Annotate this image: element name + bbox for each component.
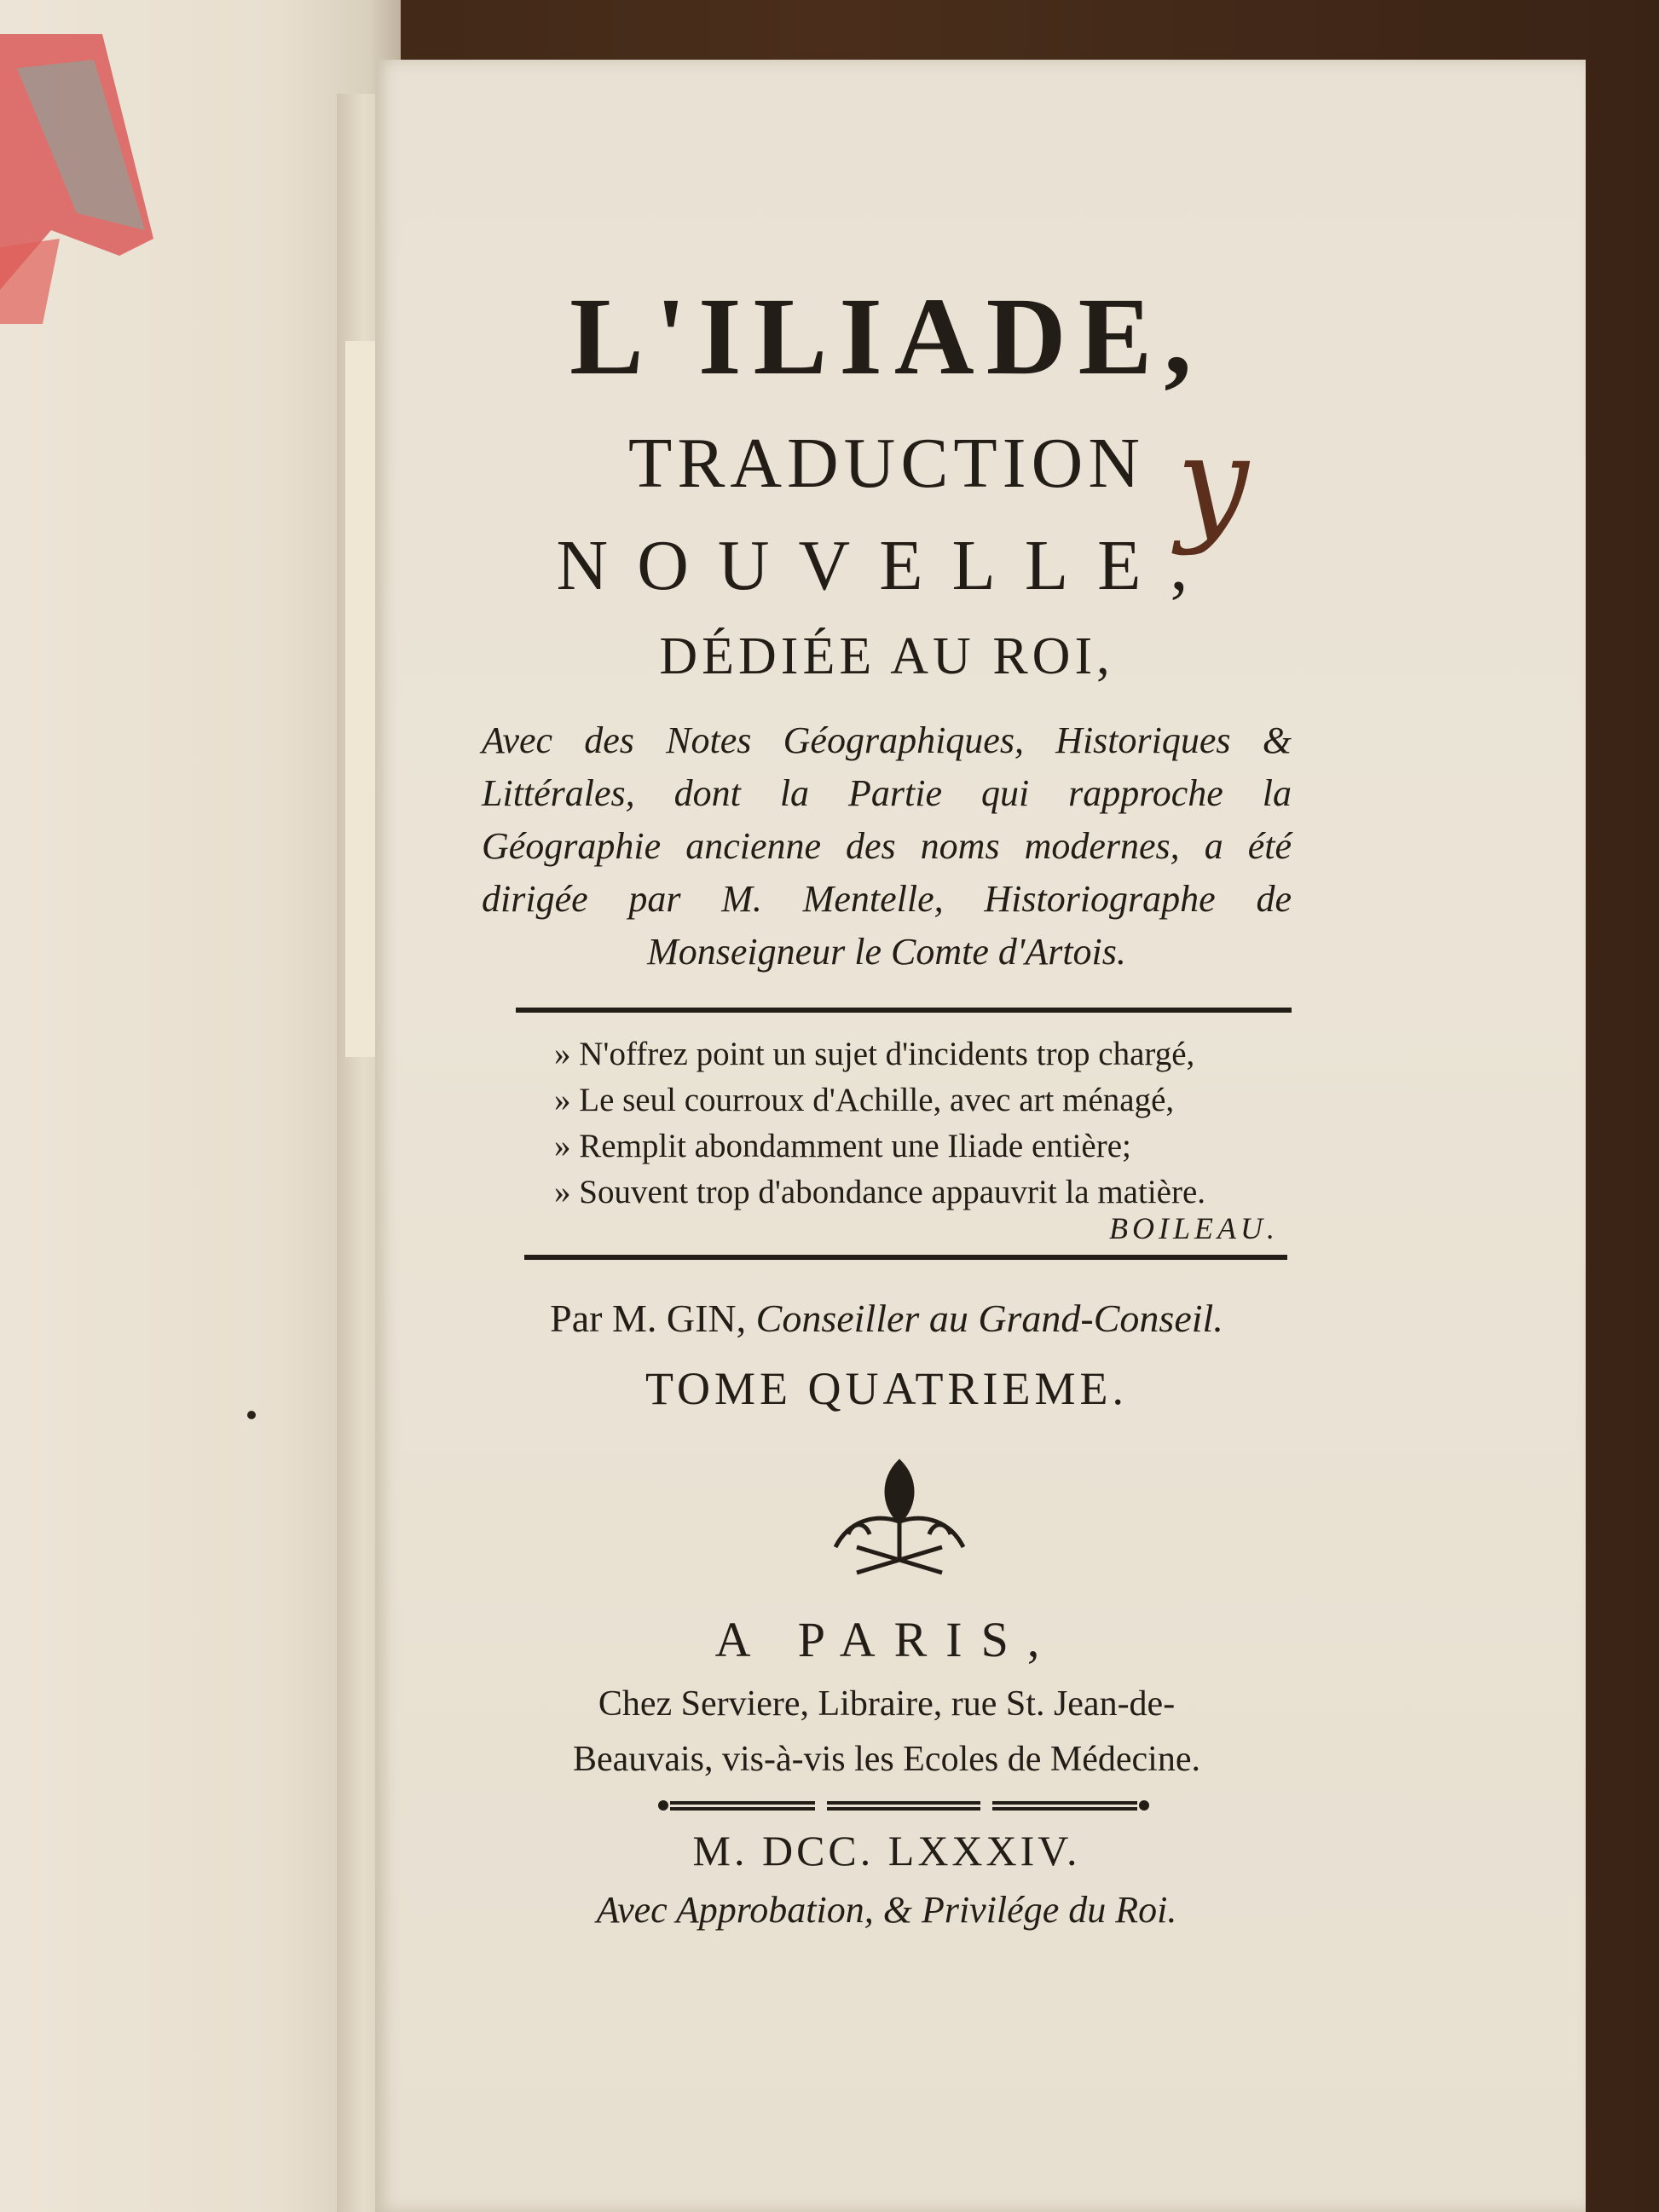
ornamental-divider [656,1795,1151,1816]
fleuron-ornament-icon [823,1453,976,1581]
top-rule [516,1008,1292,1013]
imprint-place: A PARIS, [714,1612,1059,1667]
publisher-line-1: Chez Serviere, Libraire, rue St. Jean-de- [598,1684,1176,1724]
notes-paragraph: Avec des Notes Géographiques, Historiques & Littérales, dont la Partie qui rapproche la Géographie ancienne des noms modernes, a été dirigée par M. Mentelle, Historiographe de Monseigneur le Comte d'Artois. [482,719,1292,973]
author-title: Conseiller au Grand-Conseil. [755,1297,1223,1340]
publisher-line-2: Beauvais, vis-à-vis les Ecoles de Médecine. [573,1740,1200,1779]
epigraph-author: BOILEAU. [1109,1211,1279,1245]
epigraph-line: » Le seul courroux d'Achille, avec art ménagé, [554,1077,1287,1123]
marbled-paper-fragment [0,34,171,324]
bottom-rule [524,1255,1287,1260]
epigraph-line: » N'offrez point un sujet d'incidents trop chargé, [554,1031,1287,1077]
handwritten-mark: y [1176,409,1249,557]
author-name: Par M. GIN, [550,1297,747,1340]
subtitle-line-1: TRADUCTION [628,424,1145,503]
volume-label: TOME QUATRIEME. [645,1363,1128,1414]
ink-speck [247,1411,256,1419]
epigraph-line: » Remplit abondamment une Iliade entière; [554,1123,1287,1170]
dedication: DÉDIÉE AU ROI, [659,627,1114,685]
epigraph-line: » Souvent trop d'abondance appauvrit la matière. [554,1170,1287,1216]
author-line [460,1296,1313,1341]
publication-year: M. DCC. LXXXIV. [692,1827,1081,1874]
epigraph [554,1031,1287,1216]
privilege-line: Avec Approbation, & Privilége du Roi. [596,1889,1177,1931]
book-title: L'ILIADE, [569,275,1204,398]
subtitle-line-2: NOUVELLE, [556,526,1217,605]
